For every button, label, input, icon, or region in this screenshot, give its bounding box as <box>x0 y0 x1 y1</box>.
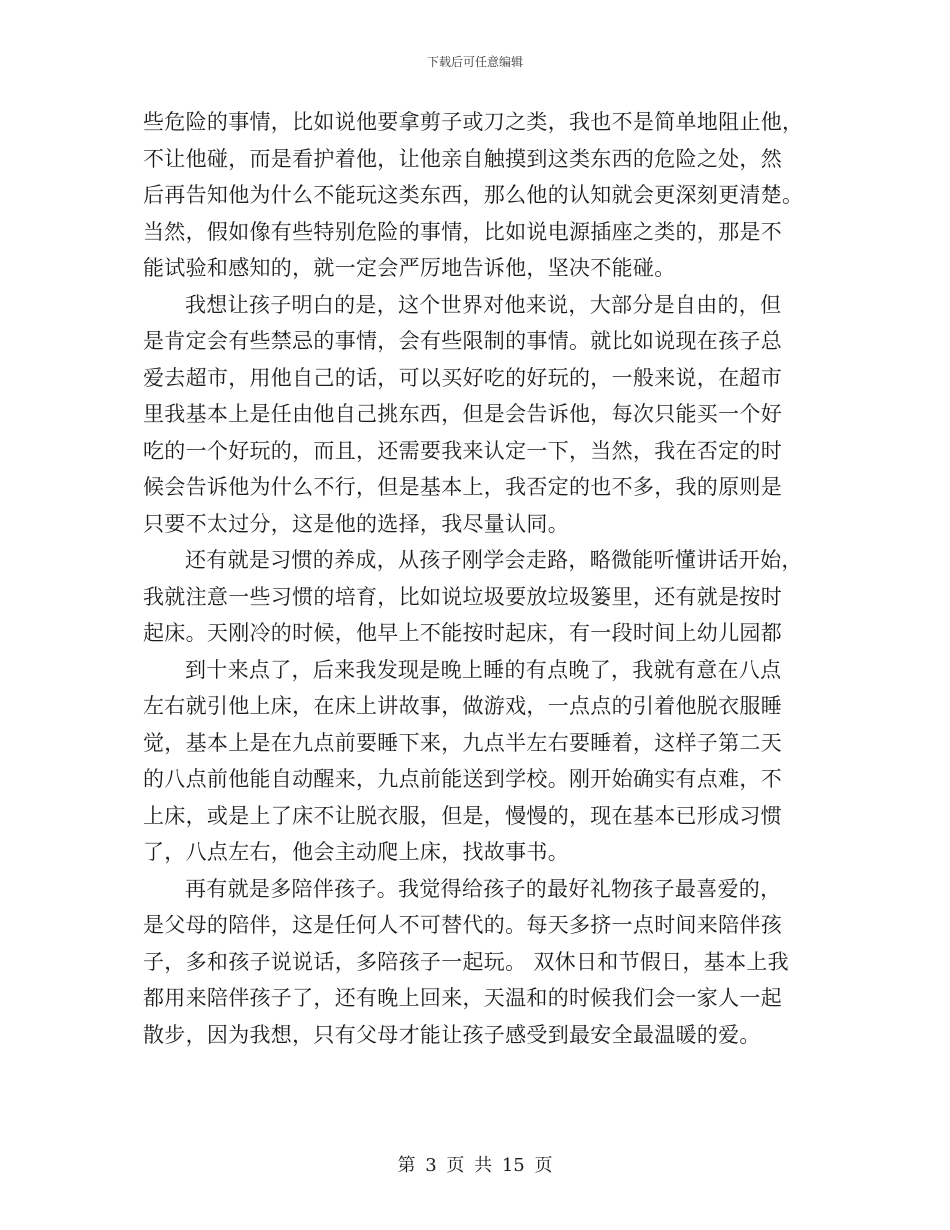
text-line: 候会告诉他为什么不行，但是基本上，我否定的也不多，我的原则是 <box>143 475 782 499</box>
text-line: 当然，假如像有些特别危险的事情，比如说电源插座之类的，那是不 <box>143 219 782 244</box>
page-header: 下载后可任意编辑 <box>426 55 523 69</box>
text-line: 里我基本上是任由他自己挑东西，但是会告诉他，每次只能买一个好 <box>143 402 782 426</box>
text-line: 了，八点左右，他会主动爬上床，找故事书。 <box>143 840 569 864</box>
text-line: 到十来点了，后来我发现是晚上睡的有点晚了，我就有意在八点 <box>185 657 782 682</box>
text-line: 吃的一个好玩的，而且，还需要我来认定一下，当然，我在否定的时 <box>143 438 782 463</box>
text-line: 爱去超市，用他自己的话，可以买好吃的好玩的，一般来说，在超市 <box>143 365 782 390</box>
text-line: 能试验和感知的，就一定会严厉地告诉他，坚决不能碰。 <box>143 256 676 280</box>
text-line: 些危险的事情，比如说他要拿剪子或刀之类，我也不是简单地阻止他， <box>143 110 804 134</box>
text-line: 散步，因为我想，只有父母才能让孩子感受到最安全最温暖的爱。 <box>143 1022 761 1047</box>
text-line: 都用来陪伴孩子了，还有晚上回来，天温和的时候我们会一家人一起 <box>143 986 782 1010</box>
text-line: 我就注意一些习惯的培育，比如说垃圾要放垃圾篓里，还有就是按时 <box>143 584 782 609</box>
text-line: 是肯定会有些禁忌的事情，会有些限制的事情。就比如说现在孩子总 <box>143 329 782 353</box>
text-line: 是父母的陪伴，这是任何人不可替代的。每天多挤一点时间来陪伴孩 <box>143 913 782 937</box>
text-line: 再有就是多陪伴孩子。我觉得给孩子的最好礼物孩子最喜爱的， <box>185 876 782 901</box>
document-body <box>143 104 811 1053</box>
text-line: 还有就是习惯的养成，从孩子刚学会走路，略微能听懂讲话开始， <box>185 548 803 572</box>
text-line: 上床，或是上了床不让脱衣服，但是，慢慢的，现在基本已形成习惯 <box>143 803 782 828</box>
text-line: 起床。天刚冷的时候，他早上不能按时起床，有一段时间上幼儿园都 <box>143 621 782 645</box>
text-line: 子，多和孩子说说话，多陪孩子一起玩。 双休日和节假日，基本上我 <box>143 949 789 974</box>
page-number: 第 3 页 共 15 页 <box>397 1155 553 1176</box>
text-line: 我想让孩子明白的是，这个世界对他来说，大部分是自由的，但 <box>185 292 782 317</box>
text-line: 左右就引他上床，在床上讲故事，做游戏，一点点的引着他脱衣服睡 <box>143 694 782 718</box>
text-line: 的八点前他能自动醒来，九点前能送到学校。刚开始确实有点难，不 <box>143 767 782 791</box>
text-line: 不让他碰，而是看护着他，让他亲自触摸到这类东西的危险之处，然 <box>143 146 782 171</box>
text-line: 后再告知他为什么不能玩这类东西，那么他的认知就会更深刻更清楚。 <box>143 183 804 207</box>
text-line: 只要不太过分，这是他的选择，我尽量认同。 <box>143 511 569 536</box>
text-line: 觉，基本上是在九点前要睡下来，九点半左右要睡着，这样子第二天 <box>143 730 782 755</box>
